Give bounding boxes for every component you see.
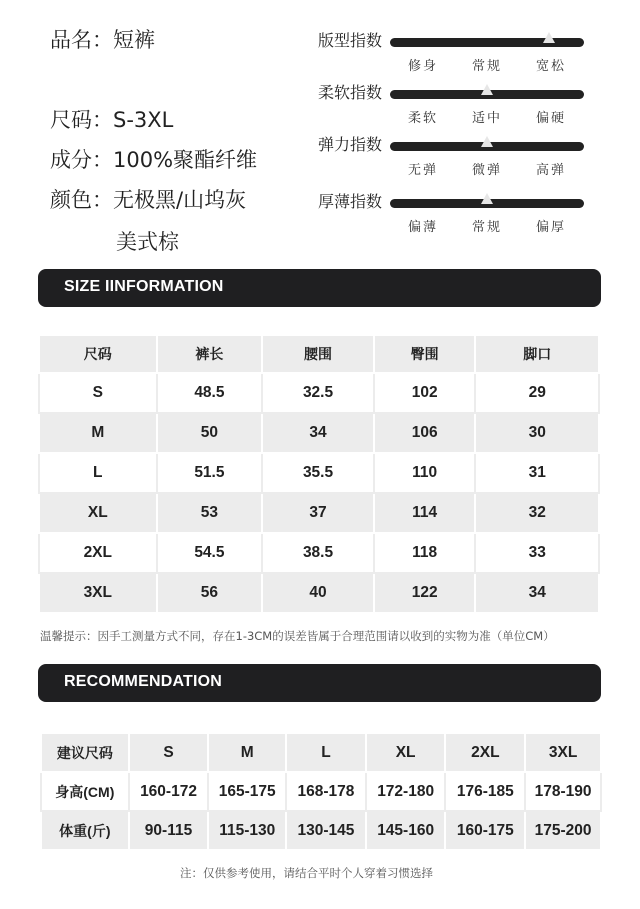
recommend-cell: 160-172 [129, 772, 209, 811]
size-cell: 106 [374, 413, 476, 453]
size-header-cell: 裤长 [157, 335, 263, 373]
index-marker-icon [481, 84, 493, 95]
table-row [41, 772, 601, 811]
index-title: 厚薄指数 [318, 192, 383, 211]
index-track [390, 142, 584, 151]
index-2 [318, 132, 598, 178]
table-row [39, 453, 599, 493]
recommend-cell: L [286, 733, 366, 772]
size-info-title: SIZE IINFORMATION [64, 278, 224, 295]
size-cell: 110 [374, 453, 476, 493]
table-row [41, 733, 601, 772]
index-label: 偏薄 [407, 220, 438, 235]
index-0 [318, 28, 598, 74]
product-size-label: 尺码： [50, 108, 113, 132]
recommend-cell: 2XL [445, 733, 525, 772]
index-marker-icon [543, 32, 555, 43]
product-color-label: 颜色： [50, 188, 113, 212]
index-track [390, 90, 584, 99]
product-size-range: S-3XL [113, 108, 174, 132]
recommend-row-header: 建议尺码 [41, 733, 129, 772]
recommend-cell: 172-180 [366, 772, 446, 811]
recommendation-note: 注：仅供参考使用，请结合平时个人穿着习惯选择 [180, 866, 433, 880]
index-label: 宽松 [536, 59, 567, 74]
size-cell: 38.5 [262, 533, 374, 573]
index-title: 弹力指数 [318, 135, 383, 154]
size-cell: 102 [374, 373, 476, 413]
size-cell: 34 [262, 413, 374, 453]
index-label: 修身 [407, 59, 438, 74]
size-cell: 48.5 [157, 373, 263, 413]
index-track [390, 199, 584, 208]
size-cell: 32 [475, 493, 599, 533]
product-color-row [50, 184, 246, 214]
recommendation-title: RECOMMENDATION [64, 673, 223, 690]
index-label: 适中 [471, 111, 503, 126]
size-cell: S [39, 373, 157, 413]
size-cell: XL [39, 493, 157, 533]
size-cell: 33 [475, 533, 599, 573]
size-cell: 50 [157, 413, 263, 453]
recommend-cell: 130-145 [286, 811, 366, 850]
index-label: 微弹 [471, 163, 503, 178]
recommendation-header [38, 664, 601, 702]
recommend-row-header: 体重(斤) [41, 811, 129, 850]
size-cell: 32.5 [262, 373, 374, 413]
size-cell: 114 [374, 493, 476, 533]
size-cell: 34 [475, 573, 599, 613]
recommend-cell: 115-130 [208, 811, 286, 850]
size-cell: 30 [475, 413, 599, 453]
recommendation-table [40, 732, 602, 851]
product-name-label: 品名： [50, 28, 113, 52]
table-row [39, 373, 599, 413]
size-header-cell: 腰围 [262, 335, 374, 373]
size-cell: 29 [475, 373, 599, 413]
recommend-cell: S [129, 733, 209, 772]
size-header-cell: 尺码 [39, 335, 157, 373]
index-label: 高弹 [536, 163, 567, 178]
table-row [39, 533, 599, 573]
index-marker-icon [481, 136, 493, 147]
size-cell: 56 [157, 573, 263, 613]
size-header-cell: 脚口 [475, 335, 599, 373]
size-cell: 2XL [39, 533, 157, 573]
size-cell: 53 [157, 493, 263, 533]
recommend-cell: XL [366, 733, 446, 772]
index-1 [318, 80, 598, 126]
table-row [39, 573, 599, 613]
measurement-note: 温馨提示：因手工测量方式不同，存在1-3CM的误差皆属于合理范围请以收到的实物为准（单位CM） [40, 629, 555, 643]
recommend-cell: 168-178 [286, 772, 366, 811]
size-cell: 37 [262, 493, 374, 533]
index-track [390, 38, 584, 47]
product-material-row [50, 144, 257, 174]
product-material: 100%聚酯纤维 [113, 148, 258, 172]
size-info-header [38, 269, 601, 307]
recommend-cell: 145-160 [366, 811, 446, 850]
product-colors-line1: 无极黑/山坞灰 [113, 188, 247, 212]
size-cell: 3XL [39, 573, 157, 613]
size-cell: L [39, 453, 157, 493]
size-cell: 118 [374, 533, 476, 573]
index-label: 柔软 [407, 111, 438, 126]
recommend-cell: M [208, 733, 286, 772]
product-material-label: 成分： [50, 148, 113, 172]
size-cell: 35.5 [262, 453, 374, 493]
recommend-cell: 165-175 [208, 772, 286, 811]
size-cell: 54.5 [157, 533, 263, 573]
table-row [39, 493, 599, 533]
product-colors-line2: 美式棕 [116, 230, 179, 254]
size-cell: 122 [374, 573, 476, 613]
index-label: 常规 [471, 220, 503, 235]
recommend-cell: 176-185 [445, 772, 525, 811]
index-label: 偏厚 [536, 220, 567, 235]
index-title: 柔软指数 [318, 83, 383, 102]
product-size-row [50, 104, 173, 134]
size-cell: 31 [475, 453, 599, 493]
product-name: 短裤 [113, 28, 155, 52]
recommend-cell: 160-175 [445, 811, 525, 850]
recommend-cell: 175-200 [525, 811, 601, 850]
size-header-cell: 臀围 [374, 335, 476, 373]
size-cell: 51.5 [157, 453, 263, 493]
index-label: 偏硬 [536, 111, 567, 126]
recommend-cell: 3XL [525, 733, 601, 772]
table-row [39, 413, 599, 453]
recommend-cell: 178-190 [525, 772, 601, 811]
size-cell: 40 [262, 573, 374, 613]
product-name-row [50, 24, 155, 54]
recommend-row-header: 身高(CM) [41, 772, 129, 811]
table-row [41, 811, 601, 850]
index-title: 版型指数 [318, 31, 383, 50]
recommend-cell: 90-115 [129, 811, 209, 850]
index-label: 常规 [471, 59, 503, 74]
index-label: 无弹 [407, 163, 438, 178]
size-table [38, 334, 600, 614]
index-marker-icon [481, 193, 493, 204]
index-3 [318, 189, 598, 235]
size-table-header [39, 335, 599, 373]
size-cell: M [39, 413, 157, 453]
